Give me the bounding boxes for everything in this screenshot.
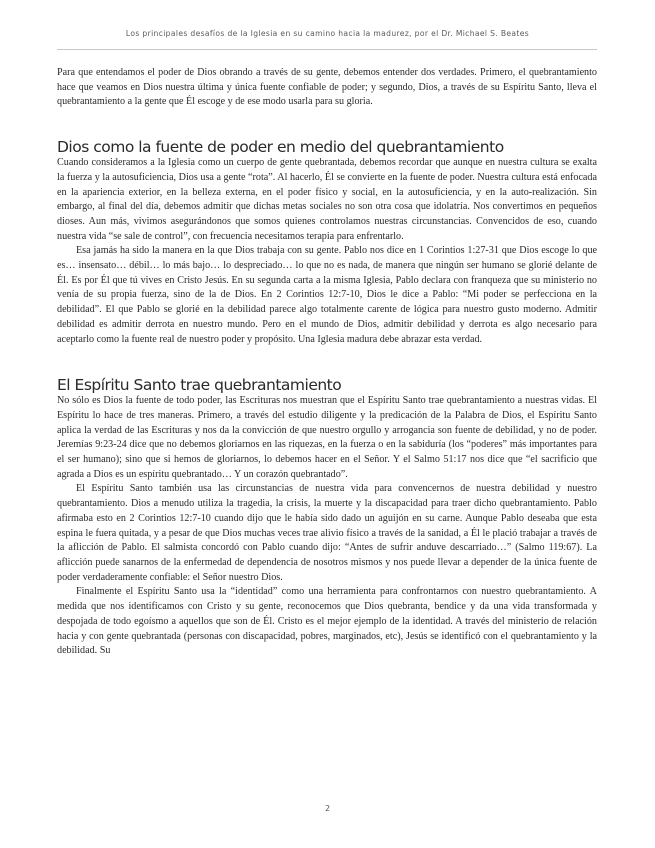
section-paragraph: El Espíritu Santo también usa las circunstancias de nuestra vida para convencernos de nuestra debilidad y nuestro quebrantamiento. Dios a menudo utiliza la tragedia, la crisis, la muerte y la discapacidad para traer dicho quebrantamiento. Pablo afirmaba esto en 2 Corintios 12:7-10 cuando dijo que le había sido dado un aguijón en su carne. Aunque Pablo deseaba que esta espina le fuera quitada, y a pesar de que Dios muchas veces trae alivio físico a través de la sanidad, a Él le plació trabajar a través de la aflicción de Pablo. El salmista concordó con Pablo cuando dijo: “Antes de sufrir anduve descarriado…” (Salmo 119:67). La aflicción puede sanarnos de la enfermedad de dependencia de nosotros mismos y nos puede llevar a depender de la única fuente de poder verdaderamente confiable: el Señor nuestro Dios. bbox=[57, 483, 597, 583]
header-divider bbox=[57, 49, 597, 50]
body-text bbox=[57, 66, 597, 659]
section-paragraph: No sólo es Dios la fuente de todo poder, las Escrituras nos muestran que el Espíritu Santo trae quebrantamiento a nuestras vidas. El Espíritu lo hace de tres maneras. Primero, a través del estudio diligente y la predicación de la Palabra de Dios, el Espíritu Santo aplica la verdad de las Escrituras y nos da la convicción de que nuestro orgullo y arrogancia son fuente de debilidad, y no de poder. Jeremías 9:23-24 dice que no debemos gloriarnos en las riquezas, en la fuerza o en la sabiduría (los “poderes” más importantes para el ser humano); sino que si hemos de gloriarnos, lo debemos hacer en el Señor. Y el Salmo 51:17 nos dice que “el sacrificio que agrada a Dios es un espíritu quebrantado… Y un corazón quebrantado”. bbox=[57, 395, 597, 480]
section-heading-power: Dios como la fuente de poder en medio del quebrantamiento bbox=[57, 138, 504, 157]
page-number: 2 bbox=[324, 804, 331, 813]
running-header: Los principales desafíos de la Iglesia en su camino hacia la madurez, por el Dr. Michael S. Beates bbox=[125, 29, 530, 38]
section-heading-spirit: El Espíritu Santo trae quebrantamiento bbox=[57, 376, 342, 395]
intro-paragraph: Para que entendamos el poder de Dios obrando a través de su gente, debemos entender dos verdades. Primero, el quebrantamiento hace que veamos en Dios nuestra última y única fuente confiable de poder; y segundo, Dios, a través de su Espíritu Santo, lleva el quebrantamiento a la gente que Él escoge y de ese modo usarla para su gloria. bbox=[57, 67, 597, 108]
section-paragraph: Finalmente el Espíritu Santo usa la “identidad” como una herramienta para confrontarnos con nuestro quebrantamiento. A medida que nos identificamos con Cristo y su gente, reconocemos que Dios quebranta, bendice y da una vida transformada y despojada de todo egoísmo a aquellos que son de Él. Cristo es el mejor ejemplo de la identidad. A través del ministerio de relación hacia y con gente quebrantada (personas con discapacidad, pobres, marginados, etc), Jesús se identificó con el quebrantamiento y la debilidad. Su bbox=[57, 586, 597, 657]
section-paragraph: Esa jamás ha sido la manera en la que Dios trabaja con su gente. Pablo nos dice en 1 Corintios 1:27-31 que Dios escoge lo que es… insensato… débil… lo más bajo… lo despreciado… lo que no es nada, de manera que ningún ser humano se glorié delante de Él. Es por Él que tú vives en Cristo Jesús. En su segunda carta a la misma Iglesia, Pablo declara con franqueza que su ministerio no venía de su propia fuerza, sino de la de Dios. En 2 Corintios 12:7-10, Dios le dice a Pablo: “Mi poder se perfecciona en la debilidad”. El que Pablo se glorié en la debilidad parece algo totalmente carente de lógica para nuestro gusto moderno. Admitir debilidad es admitir derrota en nuestro mundo. Pero en el mundo de Dios, admitir debilidad y derrota es algo necesario para aceptarlo como la fuente real de nuestro poder y propósito. Una Iglesia madura debe abrazar esta verdad. bbox=[57, 245, 597, 345]
section-paragraph: Cuando consideramos a la Iglesia como un cuerpo de gente quebrantada, debemos recordar que aunque en nuestra cultura se exalta la fuerza y la autosuficiencia, Dios usa a gente “rota”. Al hacerlo, Él se convierte en la fuente de poder. Nuestra cultura está enfocada en la apariencia exterior, en la belleza externa, en el poder físico y social, en la autosuficiencia, y en la auto-realización. Sin embargo, al final del día, debemos admitir que dichas metas sociales no son otra cosa que idolatría. Nos convertimos en pequeños dioses. Aun más, vivimos asegurándonos que somos quienes controlamos nuestras circunstancias. Convencidos de eso, cuando nuestra vida “se sale de control”, con frecuencia necesitamos terapia para enfrentarlo. bbox=[57, 157, 597, 242]
